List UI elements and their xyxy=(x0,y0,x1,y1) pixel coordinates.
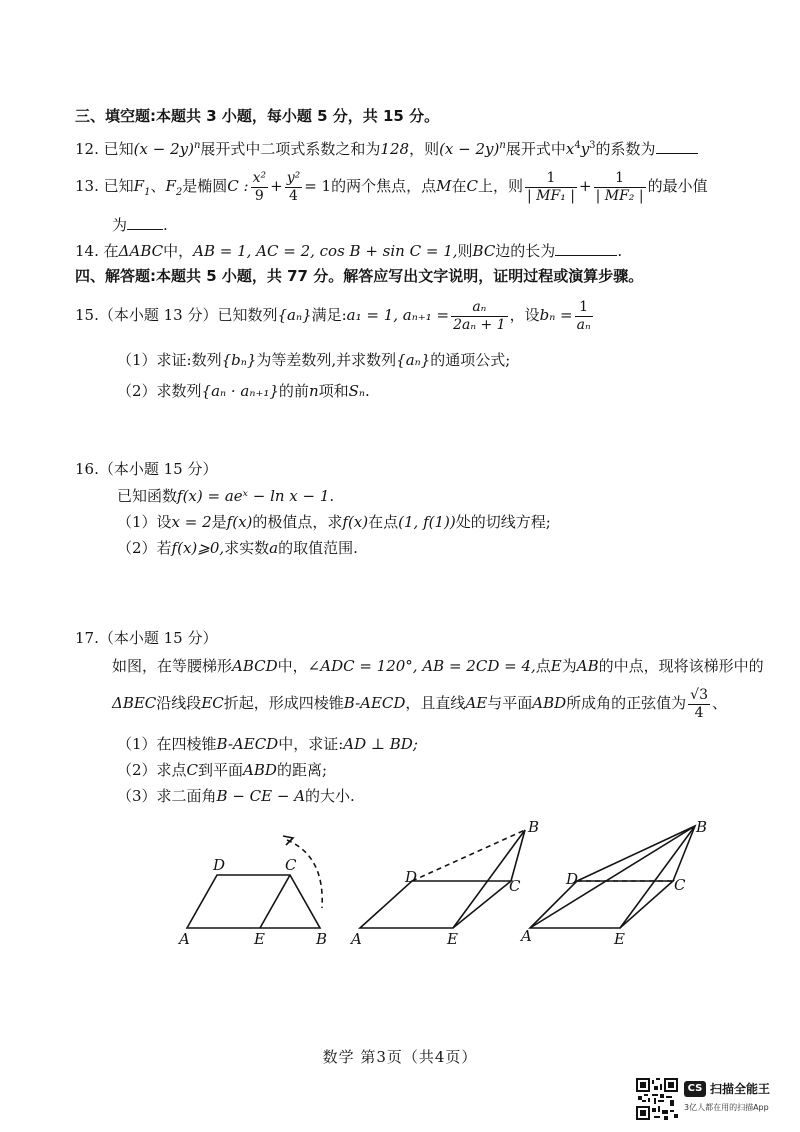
text: 的取值范围. xyxy=(278,539,358,557)
math-var: F xyxy=(165,177,176,195)
fraction xyxy=(688,687,710,722)
fig1-label-e: E xyxy=(254,930,265,948)
question-15-part-1 xyxy=(117,349,510,371)
fig3-base xyxy=(530,881,673,928)
text: 的距离; xyxy=(276,761,327,779)
fraction-denominator: 2aₙ + 1 xyxy=(453,316,506,333)
math-exponent: 4 xyxy=(574,140,581,151)
fraction-denominator: aₙ xyxy=(576,316,591,333)
text: （1）设 xyxy=(117,513,172,531)
math-expr: (x − 2y) xyxy=(439,140,500,158)
question-17-part-3 xyxy=(117,785,355,807)
fig1-trapezoid xyxy=(187,875,320,928)
fig1-segment-ec xyxy=(260,875,290,928)
math-subscript: 2 xyxy=(175,187,183,198)
text: 到平面 xyxy=(198,761,244,779)
question-number: 17. xyxy=(75,629,99,647)
text: 与平面 xyxy=(487,694,533,712)
text: 是椭圆 xyxy=(182,177,228,195)
text: 则 xyxy=(457,242,473,260)
text: 上，则 xyxy=(477,177,523,195)
question-16-stem xyxy=(117,485,334,507)
text: 的两个焦点，点 xyxy=(331,177,437,195)
math-expr: f(x) xyxy=(226,513,253,531)
text: 展开式中二项式系数之和为 xyxy=(200,140,381,158)
text: （1）在四棱锥 xyxy=(117,735,217,753)
fraction-numerator: x² xyxy=(252,169,267,186)
fraction-denominator: 9 xyxy=(254,187,264,204)
math-expr: (x − 2y) xyxy=(133,140,194,158)
math-var: EC xyxy=(201,694,224,712)
math-op: = 1 xyxy=(304,177,332,195)
math-var: ABCD xyxy=(232,657,278,675)
text: 沿线段 xyxy=(156,694,202,712)
text: 展开式中 xyxy=(505,140,566,158)
text: 中，求证: xyxy=(278,735,344,753)
fig1-label-d: D xyxy=(213,856,226,874)
question-13-cont xyxy=(112,214,168,236)
text: . xyxy=(364,382,370,400)
fraction-numerator: aₙ xyxy=(451,299,507,317)
math-expr: {aₙ} xyxy=(277,306,312,324)
fig1-label-b: B xyxy=(316,930,328,948)
math-var: x xyxy=(565,140,575,158)
fig2-label-a: A xyxy=(351,930,362,948)
text: （1）求证:数列 xyxy=(117,351,222,369)
math-var: C xyxy=(466,177,478,195)
fig2-label-c: C xyxy=(509,877,521,895)
answer-blank[interactable] xyxy=(127,215,163,230)
fraction-denominator: 4 xyxy=(288,187,298,204)
fig2-base xyxy=(360,881,511,928)
fraction xyxy=(575,299,593,334)
question-14 xyxy=(75,240,622,262)
math-expr: a₁ = 1, aₙ₊₁ = xyxy=(346,306,450,324)
points: （本小题 15 分） xyxy=(98,629,218,647)
math-var: y xyxy=(580,140,590,158)
text: 边的长为 xyxy=(495,242,556,260)
fraction xyxy=(594,170,646,205)
fig1-label-c: C xyxy=(285,856,297,874)
text: 为等差数列,并求数列 xyxy=(256,351,397,369)
math-var: B-AECD xyxy=(216,735,279,753)
text: 已知 xyxy=(103,140,134,158)
fraction-numerator: y² xyxy=(286,169,301,186)
fig3-label-c: C xyxy=(674,876,686,894)
question-17-stem-2 xyxy=(112,683,727,723)
math-var: AB xyxy=(576,657,599,675)
fig2-hidden-edge xyxy=(412,830,525,881)
math-op: + xyxy=(579,177,592,195)
fraction-denominator: | MF₂ | xyxy=(595,187,644,204)
points: （本小题 15 分） xyxy=(98,460,218,478)
question-16 xyxy=(75,458,217,480)
text: 在 xyxy=(451,177,467,195)
math-var: AE xyxy=(465,694,488,712)
math-var: ΔBEC xyxy=(112,694,157,712)
question-12 xyxy=(75,135,698,160)
text: 是 xyxy=(211,513,227,531)
scanner-watermark xyxy=(636,1078,796,1124)
math-var: F xyxy=(133,177,145,195)
question-17-stem-1 xyxy=(112,655,764,677)
text: 、 xyxy=(711,694,727,712)
question-16-part-1 xyxy=(117,511,551,533)
text: 已知 xyxy=(103,177,134,195)
math-exponent: n xyxy=(499,140,506,151)
section-fill-in-title: 三、填空题:本题共 3 小题，每小题 5 分，共 15 分。 xyxy=(75,107,440,125)
math-var: a xyxy=(269,539,279,557)
math-var: M xyxy=(436,177,452,195)
text: 为 xyxy=(112,216,128,234)
math-var: ABD xyxy=(243,761,277,779)
fig3-label-b: B xyxy=(696,818,708,836)
text: 求实数 xyxy=(224,539,270,557)
math-var: C : xyxy=(227,177,249,195)
fig3-edges-db-cb xyxy=(577,826,695,881)
text: 中， xyxy=(277,657,308,675)
points: （本小题 13 分） xyxy=(98,306,218,324)
fig2-label-b: B xyxy=(528,818,540,836)
math-expr: bₙ = xyxy=(539,306,573,324)
math-expr: AB = 1, AC = 2, cos B + sin C = 1, xyxy=(193,242,458,260)
question-17-part-2 xyxy=(117,759,327,781)
text: . xyxy=(163,216,168,234)
fraction xyxy=(451,299,507,334)
trapezoid-folding-figure xyxy=(175,818,735,948)
question-number: 14. xyxy=(75,242,99,260)
math-expr: {aₙ · aₙ₊₁} xyxy=(201,382,279,400)
fig2-label-e: E xyxy=(447,930,458,948)
question-number: 15. xyxy=(75,306,99,324)
question-17 xyxy=(75,627,217,649)
math-var: C xyxy=(186,761,199,779)
math-exponent: 3 xyxy=(589,140,596,151)
answer-blank[interactable] xyxy=(656,139,698,154)
text: 在 xyxy=(103,242,119,260)
fraction-numerator: √3 xyxy=(690,686,708,703)
math-expr: {aₙ} xyxy=(396,351,431,369)
text: 、 xyxy=(150,177,166,195)
fraction xyxy=(251,170,269,205)
text: . xyxy=(617,242,623,260)
fraction xyxy=(525,170,577,205)
math-value: 128 xyxy=(380,140,410,158)
fig3-label-e: E xyxy=(614,930,625,948)
text: 折起，形成四棱锥 xyxy=(223,694,344,712)
text: 所成角的正弦值为 xyxy=(566,694,687,712)
math-op: + xyxy=(270,177,283,195)
fraction xyxy=(285,170,303,205)
page-footer: 数学 第3页（共4页） xyxy=(322,1048,478,1066)
fraction-numerator: 1 xyxy=(575,299,593,317)
text: 的大小. xyxy=(305,787,355,805)
text: ，设 xyxy=(509,306,540,324)
fig3-edges-ab-eb xyxy=(530,826,695,928)
question-number: 12. xyxy=(75,140,99,158)
question-number: 13. xyxy=(75,177,99,195)
math-var: Sₙ xyxy=(348,382,365,400)
text: 已知函数 xyxy=(117,487,178,505)
text: 为 xyxy=(561,657,577,675)
scanner-brand: 扫描全能王 xyxy=(710,1082,771,1096)
text: 的中点，现将该梯形中的 xyxy=(598,657,764,675)
question-17-part-1 xyxy=(117,733,418,755)
text: 已知数列 xyxy=(217,306,278,324)
text: 在点 xyxy=(368,513,399,531)
math-var: E xyxy=(550,657,562,675)
text: 的极值点，求 xyxy=(252,513,343,531)
math-var: B-AECD xyxy=(343,694,406,712)
text: （2）求点 xyxy=(117,761,187,779)
math-expr: f(x) xyxy=(342,513,369,531)
math-var: ABD xyxy=(532,694,567,712)
math-var: ΔABC xyxy=(118,242,164,260)
scanner-slogan: 3亿人都在用的扫描App xyxy=(684,1103,769,1112)
text: 满足: xyxy=(311,306,347,324)
fig2-label-d: D xyxy=(405,868,418,886)
math-exponent: n xyxy=(193,140,201,151)
fraction-denominator: | MF₁ | xyxy=(527,187,575,204)
fraction-numerator: 1 xyxy=(525,170,577,188)
fig1-label-a: A xyxy=(179,930,190,948)
math-expr: {bₙ} xyxy=(221,351,257,369)
math-expr: f(x) = aeˣ − ln x − 1. xyxy=(177,487,335,505)
question-16-part-2 xyxy=(117,537,358,559)
text: 项和 xyxy=(318,382,349,400)
qr-code-icon xyxy=(636,1078,678,1120)
math-var: BC xyxy=(472,242,496,260)
question-13 xyxy=(75,166,708,213)
math-expr: f(x)⩾0, xyxy=(171,539,225,557)
text: 的前 xyxy=(278,382,309,400)
text: 的通项公式; xyxy=(430,351,511,369)
text: ，且直线 xyxy=(405,694,466,712)
question-15 xyxy=(75,295,595,335)
math-expr: (1, f(1)) xyxy=(398,513,456,531)
text: 处的切线方程; xyxy=(455,513,551,531)
fraction-numerator: 1 xyxy=(594,170,646,188)
math-subscript: 1 xyxy=(144,187,151,198)
text: （2）求数列 xyxy=(117,382,202,400)
fig3-label-a: A xyxy=(521,927,532,945)
text: 的最小值 xyxy=(647,177,708,195)
text: ，则 xyxy=(409,140,440,158)
text: 中， xyxy=(163,242,194,260)
section-answer-title: 四、解答题:本题共 5 小题，共 77 分。解答应写出文字说明，证明过程或演算步骤。 xyxy=(75,267,644,285)
text: 的系数为 xyxy=(595,140,656,158)
scanner-logo: CS xyxy=(684,1081,706,1097)
question-15-part-2 xyxy=(117,380,370,402)
fig1-fold-arrow xyxy=(287,840,322,908)
text: 点 xyxy=(535,657,551,675)
fig3-label-d: D xyxy=(566,870,579,888)
math-var: n xyxy=(308,382,319,400)
math-expr: AD ⊥ BD; xyxy=(343,735,418,753)
text: 如图，在等腰梯形 xyxy=(112,657,233,675)
answer-blank[interactable] xyxy=(555,241,617,256)
math-expr: ∠ADC = 120°, AB = 2CD = 4, xyxy=(307,657,536,675)
question-number: 16. xyxy=(75,460,99,478)
text: （3）求二面角 xyxy=(117,787,217,805)
fraction-denominator: 4 xyxy=(694,704,704,721)
text: （2）若 xyxy=(117,539,172,557)
math-expr: x = 2 xyxy=(171,513,212,531)
math-expr: B − CE − A xyxy=(216,787,306,805)
